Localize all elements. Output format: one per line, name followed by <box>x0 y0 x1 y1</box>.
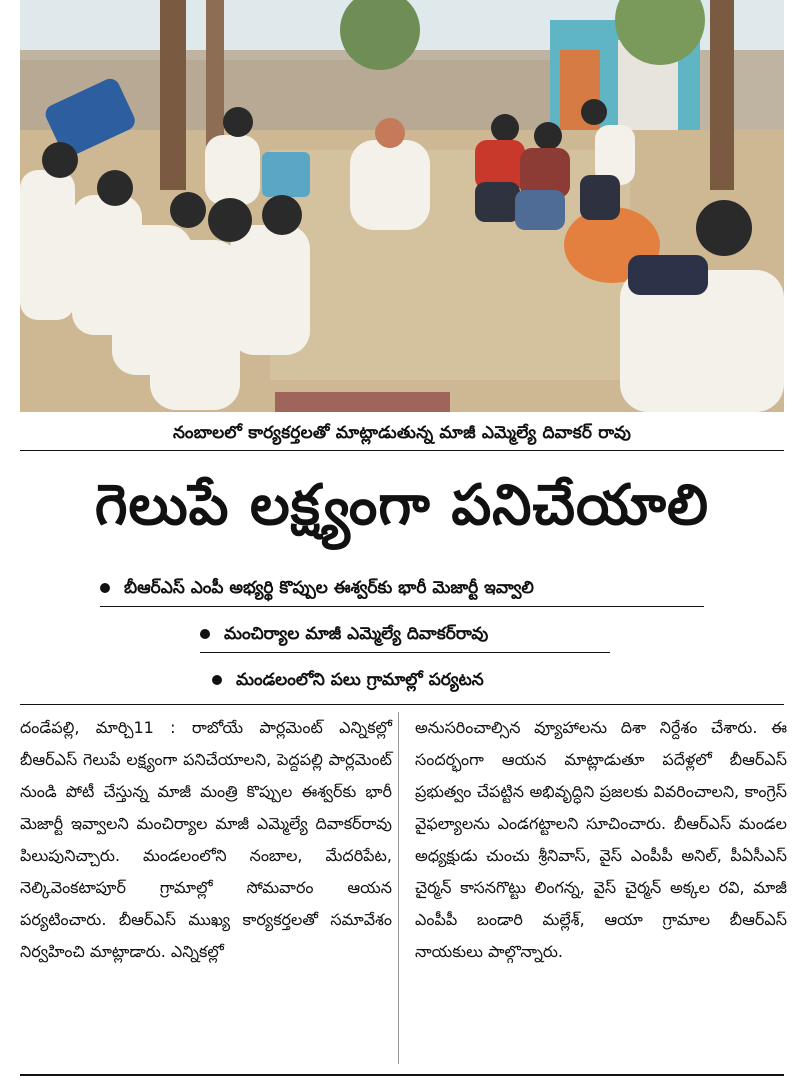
article-body-left <box>20 712 392 1064</box>
bullet-icon <box>100 583 110 593</box>
bullet-text: బీఆర్ఎస్ ఎంపీ అభ్యర్థి కొప్పుల ఈశ్వర్‌కు భారీ మెజార్టీ ఇవ్వాలి <box>124 578 534 598</box>
bullets-rule <box>20 704 784 705</box>
photo-caption: నంబాలలో కార్యకర్తలతో మాట్లాడుతున్న మాజీ ఎమ్మెల్యే దివాకర్ రావు <box>172 423 632 443</box>
bottom-rule <box>20 1074 784 1076</box>
subheadline-bullet-1 <box>100 570 704 607</box>
headline: గెలుపే లక్ష్యంగా పనిచేయాలి <box>94 473 710 538</box>
news-photo <box>20 0 784 412</box>
article-body-right <box>415 712 787 1064</box>
photo-illustration <box>20 0 784 412</box>
bullet-icon <box>212 675 222 685</box>
bullet-text: మండలంలోని పలు గ్రామాల్లో పర్యటన <box>236 670 484 690</box>
body-text-right: అనుసరించాల్సిన వ్యూహాలను దిశా నిర్దేశం చేశారు. ఈ సందర్భంగా ఆయన మాట్లాడుతూ పదేళ్లలో బీఆర్ఎస్ ప్రభుత్వం చేపట్టిన అభివృద్ధిని ప్రజలకు వివరించాలని, కాంగ్రెస్ వైఫల్యాలను ఎండగట్టాలని సూచించారు. బీఆర్ఎస్ మండల అధ్యక్షుడు చుంచు శ్రీనివాస్, వైస్ ఎంపీపీ అనిల్, పీఏసీఎస్ చైర్మన్ కాసనగొట్టు లింగన్న, వైస్ చైర్మన్ అక్కల రవి, మాజీ ఎంపీపీ బండారి మల్లేశ్, ఆయా గ్రామాల బీఆర్ఎస్ నాయకులు పాల్గొన్నారు. <box>415 718 787 961</box>
body-text-left: రాబోయే పార్లమెంట్ ఎన్నికల్లో బీఆర్ఎస్ గెలుపే లక్ష్యంగా పనిచేయాలని, పెద్దపల్లి పార్లమెంట్ నుండి పోటీ చేస్తున్న మాజీ మంత్రి కొప్పుల ఈశ్వర్‌కు భారీ మెజార్టీ ఇవ్వాలని మంచిర్యాల మాజీ ఎమ్మెల్యే దివాకర్‌రావు పిలుపునిచ్చారు. మండలంలోని నంబాల, మేదరిపేట, నెల్కివెంకటాపూర్ గ్రామాల్లో సోమవారం ఆయన పర్యటించారు. బీఆర్ఎస్ ముఖ్య కార్యకర్తలతో సమావేశం నిర్వహించి మాట్లాడారు. ఎన్నికల్లో <box>20 718 393 961</box>
subheadline-bullet-3 <box>212 662 612 698</box>
dateline: దండేపల్లి, మార్చి11 : <box>20 718 176 737</box>
bullet-text: మంచిర్యాల మాజీ ఎమ్మెల్యే దివాకర్‌రావు <box>224 624 489 644</box>
subheadline-bullet-2 <box>200 616 610 653</box>
column-divider <box>398 712 399 1064</box>
bullet-icon <box>200 629 210 639</box>
caption-rule <box>20 450 784 451</box>
